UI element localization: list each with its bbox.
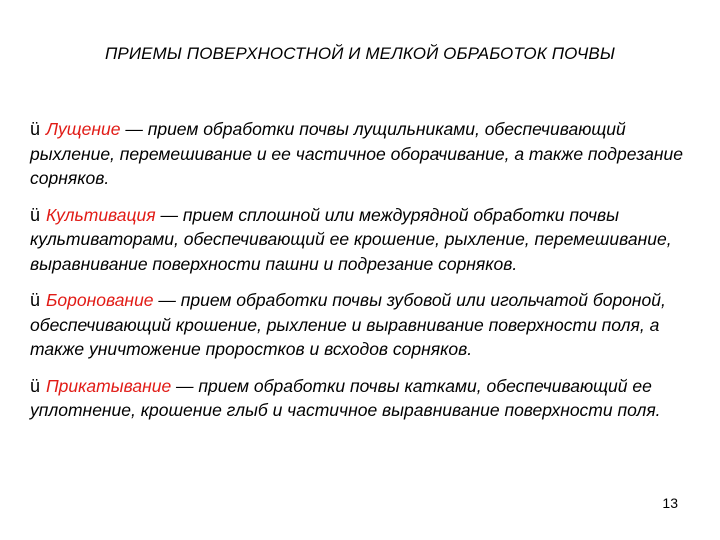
description-prikatyvanie: — прием обработки почвы катками, обеспечивающий ее уплотнение, крошение глыб и частичное выравнивание поверхности поля. (30, 375, 661, 420)
slide-title: ПРИЕМЫ ПОВЕРХНОСТНОЙ И МЕЛКОЙ ОБРАБОТОК ПОЧВЫ (104, 44, 616, 63)
tillage-methods-list (30, 117, 702, 435)
term-kultivatsiya: Культивация (46, 204, 156, 225)
check-mark-icon: ü (30, 290, 41, 310)
term-boronovanie: Боронование (46, 290, 154, 310)
description-kultivatsiya: — прием сплошной или междурядной обработки почвы культиваторами, обеспечивающий ее крошение, рыхление, перемешивание, выравнивание поверхности пашни и подрезание сорняков. (30, 204, 672, 274)
term-prikatyvanie: Прикатывание (46, 375, 172, 396)
list-item-kultivatsiya (30, 203, 702, 277)
list-item-boronovanie (30, 288, 702, 362)
description-boronovanie: — прием обработки почвы зубовой или игольчатой бороной, обеспечивающий крошение, рыхление и выравнивание поверхности поля, а также уничтожение проростков и всходов сорняков. (30, 290, 666, 359)
list-item-lushchenie (30, 117, 702, 191)
check-mark-icon: ü (30, 204, 41, 225)
check-mark-icon: ü (30, 375, 41, 396)
term-lushchenie: Лущение (46, 119, 121, 139)
page-number: 13 (662, 495, 678, 511)
description-lushchenie: — прием обработки почвы лущильниками, обеспечивающий рыхление, перемешивание и ее частичное оборачивание, а также подрезание сорняков. (30, 119, 684, 188)
check-mark-icon: ü (30, 119, 41, 139)
list-item-prikatyvanie (30, 374, 702, 423)
